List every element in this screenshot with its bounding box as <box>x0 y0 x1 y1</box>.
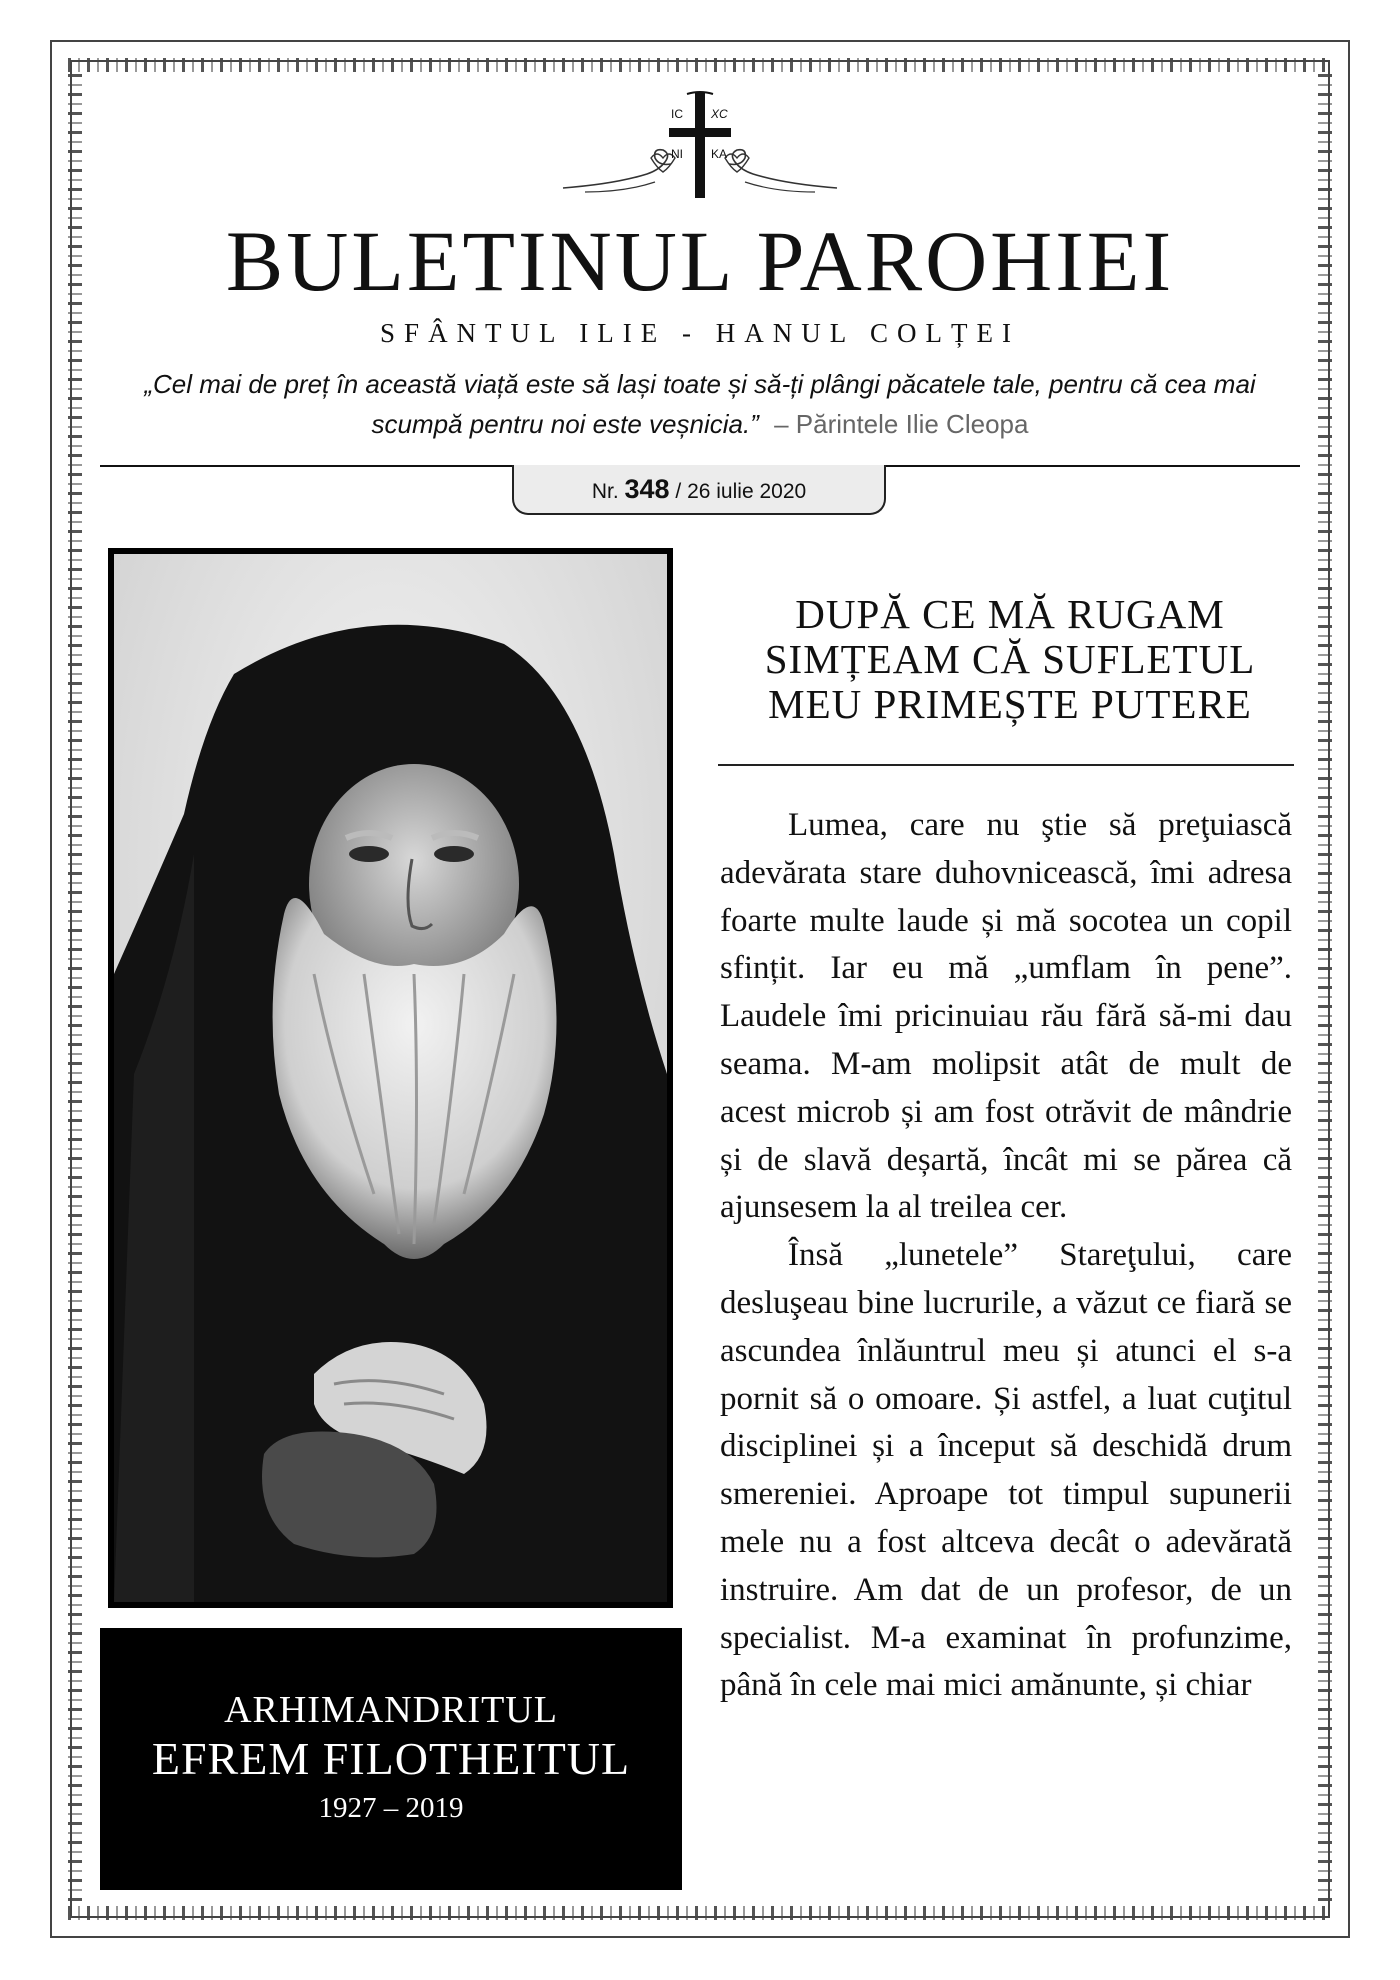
header-quote <box>110 364 1290 444</box>
emblem-letters-xc: XC <box>711 107 728 121</box>
issue-date: / 26 iulie 2020 <box>675 480 807 503</box>
caption-name: EFREM FILOTHEITUL <box>151 1733 631 1784</box>
quote-text: „Cel mai de preț în această viață este să lași toate și să-ți plângi păcatele tale, pentru că cea mai scumpă pentru noi este veșnicia.” <box>144 369 1256 439</box>
emblem-letters-ka: KA <box>711 147 728 161</box>
portrait-illustration <box>114 554 667 1602</box>
article-title: DUPĂ CE MĂ RUGAM SIMȚEAM CĂ SUFLETUL MEU PRIMEȘTE PUTERE <box>764 591 1256 727</box>
emblem-letters-ni: NI <box>671 147 683 161</box>
caption-rank: ARHIMANDRITUL <box>224 1689 558 1731</box>
article-divider <box>718 764 1294 766</box>
article-paragraph: Lumea, care nu ştie să preţuiască adevărata stare duhovnicească, îmi adresa foarte multe laude și mă socotea un copil sfințit. Iar eu mă „umflam în pene”. Laudele îmi pricinuiau rău fără să-mi dau seama. M-am molipsit atât de mult de acest microb și am fost otrăvit de mândrie și de slavă deșartă, încât mi se părea că ajunsesem la al treilea cer. <box>720 807 1292 1226</box>
quote-author: – Părintele Ilie Cleopa <box>774 409 1029 439</box>
monk-portrait-photo <box>108 548 673 1608</box>
parish-subtitle: SFÂNTUL ILIE - HANUL COLȚEI <box>380 318 1020 348</box>
article-body <box>720 802 1292 1710</box>
header-emblem <box>555 88 845 208</box>
issue-badge <box>512 465 886 515</box>
caption-years: 1927 – 2019 <box>318 1792 464 1824</box>
portrait-caption <box>100 1628 682 1890</box>
article-paragraph: Însă „lunetele” Stareţului, care desluşeau bine lucrurile, a văzut ce fiară se ascundea înlăuntrul meu și atunci el s-a pornit să o omoare. Și astfel, a luat cuţitul disciplinei și a început să deschidă drum smereniei. Aproape tot timpul supunerii mele nu a fost altceva decât o adevărată instruire. Am dat de un profesor, de un specialist. M-a examinat în profunzime, până în cele mai mici amănunte, și chiar <box>720 1237 1292 1704</box>
issue-number: 348 <box>624 474 670 504</box>
bulletin-title: BULETINUL PAROHIEI <box>225 213 1175 309</box>
emblem-letters-ic: IC <box>671 107 683 121</box>
cross-icon <box>555 88 845 208</box>
issue-prefix: Nr. <box>591 480 619 503</box>
